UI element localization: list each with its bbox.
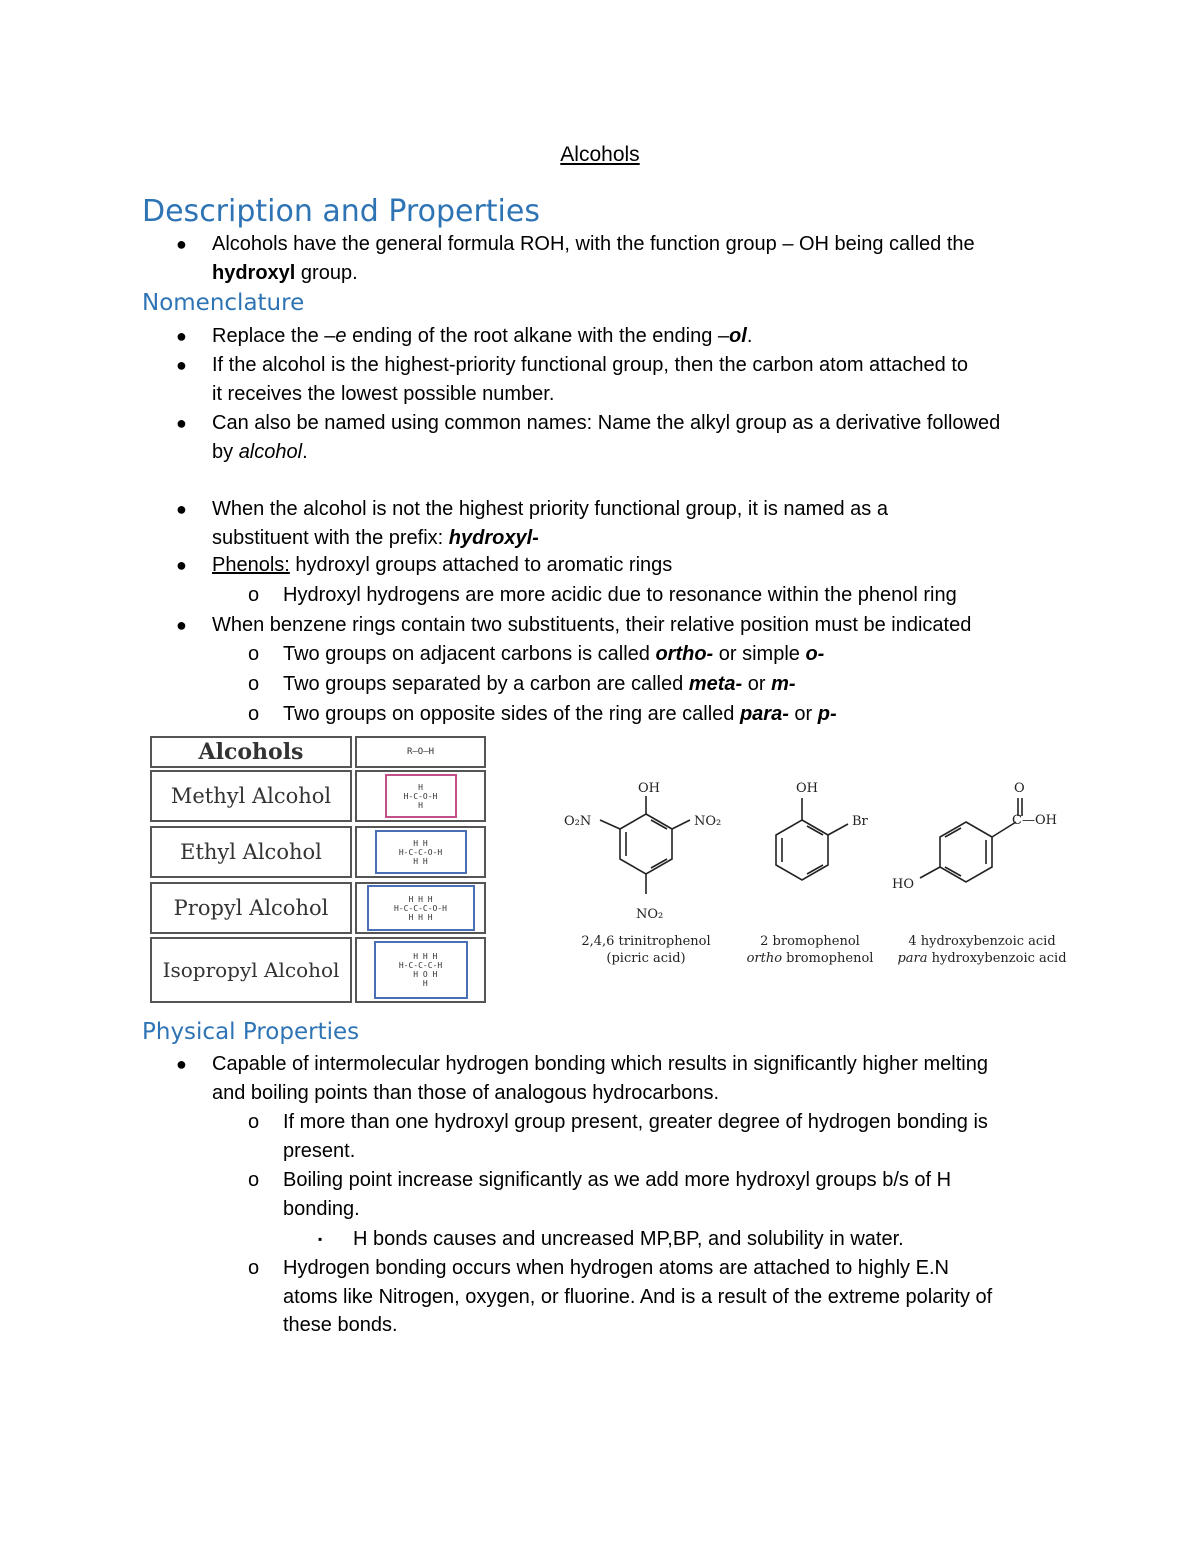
sub-bullet: o	[248, 1169, 260, 1191]
sub-bullet: o	[248, 703, 260, 725]
paragraph-phenols: Phenols: hydroxyl groups attached to aromatic rings	[212, 554, 673, 576]
bromophenol-ring	[776, 798, 848, 880]
paragraph-h-bonds-mp-bp: H bonds causes and uncreased MP,BP, and solubility in water.	[353, 1228, 904, 1250]
isopropyl-structure: H H H H-C-C-C-H H O H H	[374, 941, 468, 999]
picric-no2-left-label: O₂N	[564, 814, 592, 829]
bullet: ●	[176, 1054, 187, 1074]
sub-bullet: o	[248, 584, 260, 606]
paragraph-phenol-acidity: Hydroxyl hydrogens are more acidic due to resonance within the phenol ring	[283, 584, 957, 606]
hydroxybenzoic-ring	[920, 798, 1022, 882]
paragraph-hydrogen-bonding: Capable of intermolecular hydrogen bonding which results in significantly higher melting and boiling points than those of analogous hydrocarbons.	[212, 1053, 988, 1104]
table-row-structure	[355, 882, 486, 934]
table-row-structure	[355, 826, 486, 878]
bromophenol-oh-label: OH	[796, 781, 818, 796]
table-row-structure	[355, 770, 486, 822]
bullet: ●	[176, 615, 187, 635]
hydroxybenzoic-caption-2: para hydroxybenzoic acid	[897, 951, 1067, 966]
paragraph-replace-ending: Replace the –e ending of the root alkane with the ending –ol.	[212, 325, 753, 347]
table-row-name: Ethyl Alcohol	[150, 826, 352, 878]
bullet: ●	[176, 499, 187, 519]
heading-nomenclature: Nomenclature	[142, 290, 305, 316]
picric-no2-right-label: NO₂	[694, 814, 722, 829]
paragraph-benzene-substituents: When benzene rings contain two substituents, their relative position must be indicated	[212, 614, 972, 636]
propyl-structure: H H H H-C-C-C-O-H H H H	[367, 885, 475, 931]
phenol-structures	[550, 770, 1090, 1000]
ethyl-structure: H H H-C-C-O-H H H	[375, 830, 467, 874]
paragraph-common-names: Can also be named using common names: Name the alkyl group as a derivative followed by alcohol.	[212, 412, 1001, 463]
sub-bullet: o	[248, 673, 260, 695]
table-row-name: Isopropyl Alcohol	[150, 937, 352, 1003]
paragraph-ortho: Two groups on adjacent carbons is called ortho- or simple o-	[283, 643, 825, 665]
paragraph-electronegative-atoms: Hydrogen bonding occurs when hydrogen atoms are attached to highly E.N atoms like Nitrogen, oxygen, or fluorine. And is a result of the extreme polarity of these bonds.	[283, 1257, 993, 1336]
table-row-name: Methyl Alcohol	[150, 770, 352, 822]
sub-bullet: o	[248, 1111, 260, 1133]
sub-bullet: o	[248, 1257, 260, 1279]
paragraph-boiling-point: Boiling point increase significantly as we add more hydroxyl groups b/s of H bonding.	[283, 1169, 952, 1220]
hydroxybenzoic-cooh-label: C—OH	[1012, 813, 1057, 828]
methyl-structure: H H-C-O-H H	[385, 774, 457, 818]
picric-caption-2: (picric acid)	[606, 951, 686, 966]
paragraph-meta: Two groups separated by a carbon are called meta- or m-	[283, 673, 796, 695]
paragraph-para: Two groups on opposite sides of the ring are called para- or p-	[283, 703, 837, 725]
bullet: ●	[176, 234, 187, 254]
bromophenol-caption-1: 2 bromophenol	[760, 934, 860, 949]
bullet: ●	[176, 555, 187, 575]
paragraph-general-formula: Alcohols have the general formula ROH, with the function group – OH being called the hydroxyl group.	[212, 233, 975, 284]
paragraph-substituent: When the alcohol is not the highest priority functional group, it is named as a substituent with the prefix: hydroxyl-	[212, 498, 888, 549]
hydroxybenzoic-ho-label: HO	[892, 877, 914, 892]
heading-physical-properties: Physical Properties	[142, 1019, 360, 1045]
bullet: ●	[176, 413, 187, 433]
heading-description: Description and Properties	[142, 194, 540, 229]
sub-bullet: o	[248, 643, 260, 665]
bullet: ●	[176, 326, 187, 346]
picric-no2-bottom-label: NO₂	[636, 907, 664, 922]
table-header-alcohols: Alcohols	[150, 736, 352, 768]
bromophenol-br-label: Br	[852, 814, 868, 829]
table-header-formula: R—O—H	[355, 736, 486, 768]
table-row-name: Propyl Alcohol	[150, 882, 352, 934]
picric-oh-label: OH	[638, 781, 660, 796]
picric-acid-ring	[600, 796, 690, 894]
paragraph-more-hydroxyl: If more than one hydroxyl group present, greater degree of hydrogen bonding is present.	[283, 1111, 988, 1162]
square-bullet: ▪	[318, 1232, 323, 1246]
table-row-structure	[355, 937, 486, 1003]
paragraph-highest-priority: If the alcohol is the highest-priority functional group, then the carbon atom attached to it receives the lowest possible number.	[212, 354, 969, 405]
picric-caption-1: 2,4,6 trinitrophenol	[581, 934, 711, 949]
bullet: ●	[176, 355, 187, 375]
document-title: Alcohols	[560, 143, 640, 166]
hydroxybenzoic-o-label: O	[1014, 781, 1025, 796]
bromophenol-caption-2: ortho bromophenol	[746, 951, 874, 966]
hydroxybenzoic-caption-1: 4 hydroxybenzoic acid	[908, 934, 1056, 949]
